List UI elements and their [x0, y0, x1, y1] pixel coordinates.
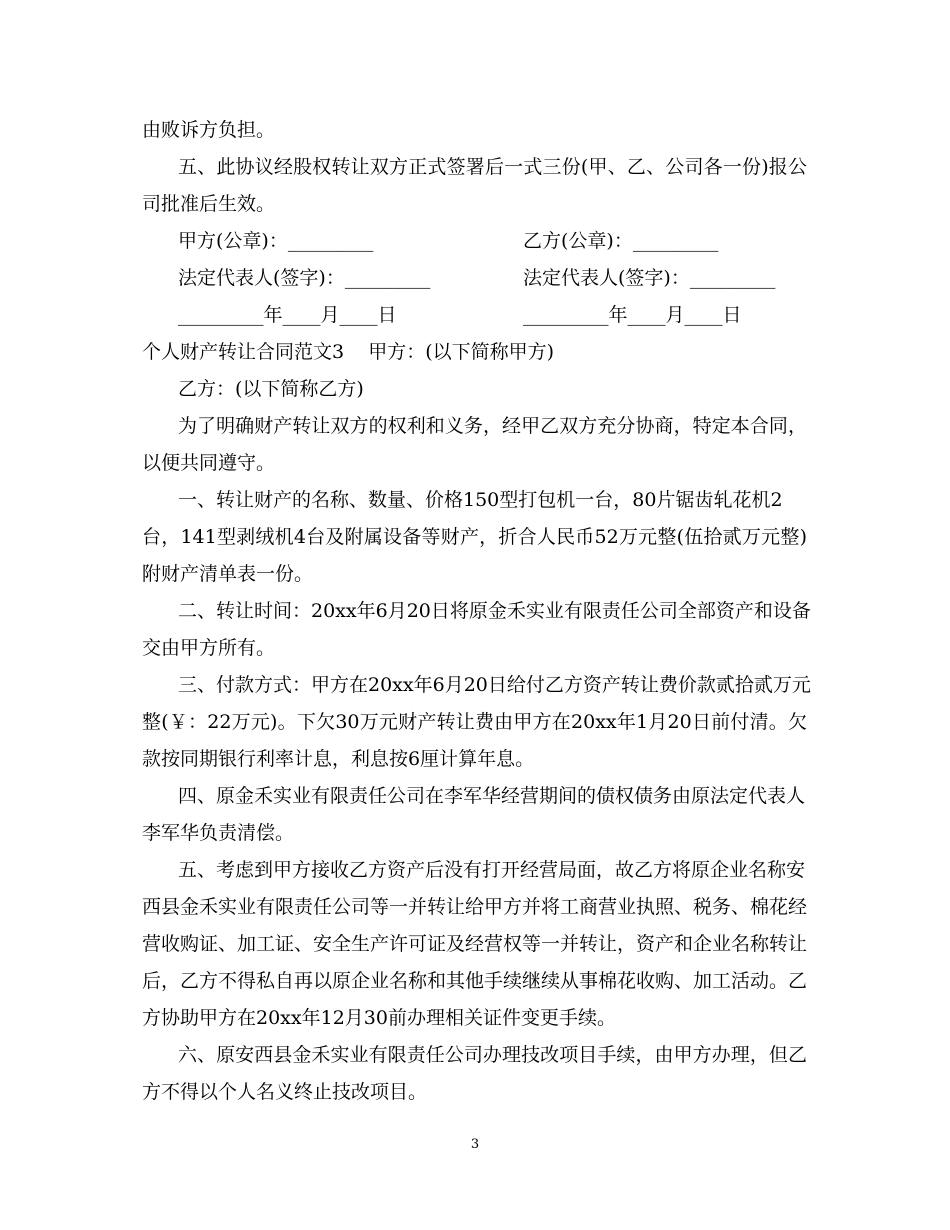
contract-title: 个人财产转让合同范文3 甲方：(以下简称甲方) — [142, 341, 555, 363]
text-line: 款按同期银行利率计息，利息按6厘计算年息。 — [142, 748, 535, 770]
text-line: 附财产清单表一份。 — [142, 563, 314, 585]
text-line: 由败诉方负担。 — [142, 119, 276, 141]
party-a-seal: 甲方(公章)：_________ — [178, 230, 374, 252]
text-line: 司批准后生效。 — [142, 193, 276, 215]
text-line: 后，乙方不得私自再以原企业名称和其他手续继续从事棉花收购、加工活动。乙 — [142, 970, 808, 992]
page-number: 3 — [470, 1137, 480, 1152]
party-a-date: _________年____月____日 — [178, 304, 397, 326]
text-line: 台，141型剥绒机4台及附属设备等财产，折合人民币52万元整(伍拾贰万元整) — [142, 526, 807, 548]
text-line: 方不得以个人名义终止技改项目。 — [142, 1081, 428, 1103]
text-line: 为了明确财产转让双方的权利和义务，经甲乙双方充分协商，特定本合同， — [178, 415, 807, 437]
text-line: 整(￥：22万元)。下欠30万元财产转让费由甲方在20xx年1月20日前付清。欠 — [142, 711, 807, 733]
text-line: 乙方：(以下简称乙方) — [178, 378, 364, 400]
text-line: 二、转让时间：20xx年6月20日将原金禾实业有限责任公司全部资产和设备 — [178, 600, 811, 622]
text-line: 西县金禾实业有限责任公司等一并转让给甲方并将工商营业执照、税务、棉花经 — [142, 896, 808, 918]
party-a-representative: 法定代表人(签字)：_________ — [178, 267, 431, 289]
text-line: 四、原金禾实业有限责任公司在李军华经营期间的债权债务由原法定代表人 — [178, 785, 806, 807]
text-line: 方协助甲方在20xx年12月30前办理相关证件变更手续。 — [142, 1007, 616, 1029]
party-b-representative: 法定代表人(签字)：_________ — [523, 267, 776, 289]
party-b-seal: 乙方(公章)：_________ — [523, 230, 719, 252]
text-line: 营收购证、加工证、安全生产许可证及经营权等一并转让，资产和企业名称转让 — [142, 933, 808, 955]
text-line: 五、此协议经股权转让双方正式签署后一式三份(甲、乙、公司各一份)报公 — [178, 156, 807, 178]
text-line: 五、考虑到甲方接收乙方资产后没有打开经营局面，故乙方将原企业名称安 — [178, 859, 806, 881]
text-line: 以便共同遵守。 — [142, 452, 276, 474]
party-b-date: _________年____月____日 — [523, 304, 742, 326]
text-line: 交由甲方所有。 — [142, 637, 276, 659]
text-line: 六、原安西县金禾实业有限责任公司办理技改项目手续，由甲方办理，但乙 — [178, 1044, 807, 1066]
text-line: 一、转让财产的名称、数量、价格150型打包机一台，80片锯齿轧花机2 — [178, 489, 783, 511]
text-line: 李军华负责清偿。 — [142, 822, 295, 844]
text-line: 三、付款方式：甲方在20xx年6月20日给付乙方资产转让费价款贰拾贰万元 — [178, 674, 811, 696]
